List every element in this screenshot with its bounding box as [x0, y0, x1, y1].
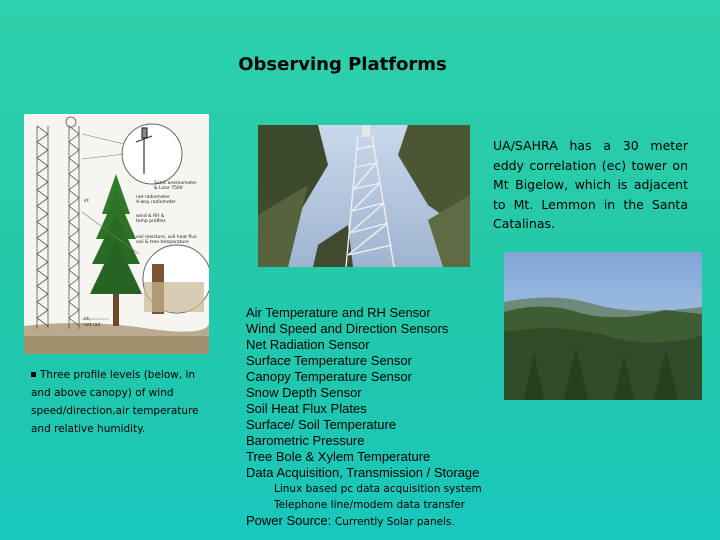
- sensor-item: Soil Heat Flux Plates: [246, 401, 367, 416]
- sensor-item: Air Temperature and RH Sensor: [246, 305, 431, 320]
- label-temp-profiles: temp profiles: [136, 219, 166, 224]
- sensor-item: Surface/ Soil Temperature: [246, 417, 397, 432]
- label-wind-rh: wind & RH &: [136, 214, 165, 219]
- label-sonic: Sonic anemometer: [154, 181, 197, 186]
- label-net-rad: net rad: [84, 323, 101, 328]
- tower-photo: [258, 125, 470, 267]
- site-description: UA/SAHRA has a 30 meter eddy correlation (ec) tower on Mt Bigelow, which is adjacent to Mt. Lemmon in the Santa Catalinas.: [493, 138, 688, 231]
- label-irt-top: irt: [84, 199, 89, 204]
- sensor-item: Net Radiation Sensor: [246, 337, 370, 352]
- sensor-list: [246, 305, 516, 530]
- power-source-value: Currently Solar panels.: [334, 516, 455, 528]
- label-four-way: 4-way radiometer: [136, 200, 177, 205]
- sensor-item: Tree Bole & Xylem Temperature: [246, 449, 431, 464]
- sensor-item: Barometric Pressure: [246, 433, 365, 448]
- data-acq-subitem: Telephone line/modem data transfer: [274, 499, 465, 511]
- profile-bullet-text: Three profile levels (below, in and above canopy) of wind speed/direction,air temperature and relative humidity.: [31, 369, 199, 435]
- sensor-item: Canopy Temperature Sensor: [246, 369, 412, 384]
- label-irt-bottom: irt,: [84, 317, 91, 322]
- label-licor: & Licor 7500: [154, 186, 183, 191]
- sensor-item: Surface Temperature Sensor: [246, 353, 412, 368]
- power-source-label: Power Source:: [246, 513, 332, 528]
- label-net-radiometer: net radiometer: [136, 195, 170, 200]
- slide-title: Observing Platforms: [238, 54, 447, 75]
- sensor-item: Wind Speed and Direction Sensors: [246, 321, 449, 336]
- sensor-item: Data Acquisition, Transmission / Storage: [246, 465, 480, 480]
- profile-bullet: [31, 366, 201, 438]
- sensor-item: Snow Depth Sensor: [246, 385, 362, 400]
- label-soil-temp: soil & tree temperature: [136, 240, 189, 245]
- forest-photo: [504, 252, 702, 400]
- power-source-line: [246, 513, 516, 530]
- bullet-square-icon: [31, 372, 36, 377]
- label-soil: soil moisture, soil heat flux: [136, 235, 197, 240]
- tower-diagram-image: [24, 114, 209, 354]
- data-acq-subitem: Linux based pc data acquisition system: [274, 483, 482, 495]
